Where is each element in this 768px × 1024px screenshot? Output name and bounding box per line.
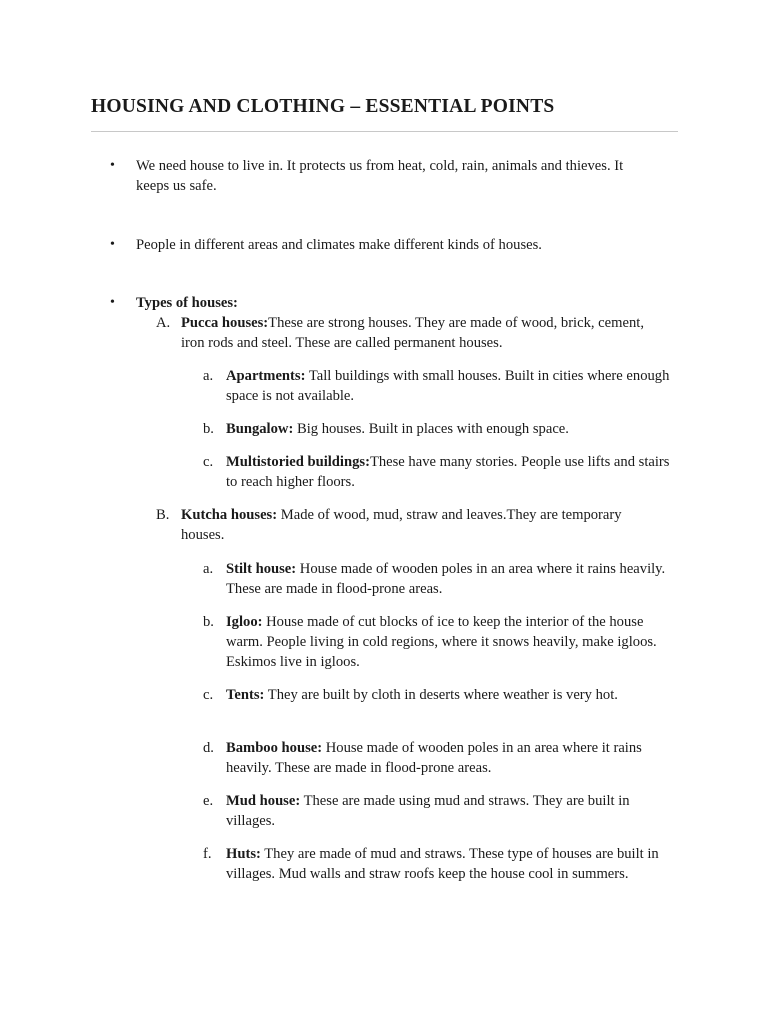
item-text [226, 559, 678, 599]
section-text [181, 505, 651, 545]
item-text [226, 685, 678, 705]
item-term: Mud house: [226, 793, 301, 809]
title-divider [91, 131, 678, 132]
bullet-dot: • [110, 158, 115, 173]
item-text [226, 452, 678, 492]
item-marker: e. [203, 793, 214, 809]
item-text [226, 791, 678, 831]
item-description: They are built by cloth in deserts where weather is very hot. [264, 687, 618, 703]
item-marker: b. [203, 614, 214, 630]
item-description: These are made using mud and straws. They are built in villages. [226, 793, 630, 829]
item-term: Bamboo house: [226, 740, 323, 756]
section-text [181, 313, 651, 353]
item-marker: c. [203, 687, 214, 703]
item-marker: a. [203, 368, 214, 384]
item-term: Tents: [226, 687, 265, 703]
section-marker: A. [156, 315, 171, 331]
item-marker: d. [203, 740, 214, 756]
item-description: Big houses. Built in places with enough space. [293, 421, 569, 437]
item-text [226, 419, 678, 439]
item-term: Stilt house: [226, 561, 297, 577]
item-description: House made of cut blocks of ice to keep the interior of the house warm. People living in cold regions, where it snows heavily, make igloos. Eskimos live in igloos. [226, 614, 657, 670]
item-text [226, 844, 678, 884]
item-marker: f. [203, 846, 212, 862]
item-description: House made of wooden poles in an area where it rains heavily. These are made in flood-prone areas. [226, 740, 642, 776]
item-description: House made of wooden poles in an area where it rains heavily. These are made in flood-prone areas. [226, 561, 666, 597]
item-marker: a. [203, 561, 214, 577]
item-term: Huts: [226, 846, 261, 862]
item-marker: c. [203, 454, 214, 470]
item-marker: b. [203, 421, 214, 437]
section-term: Pucca houses: [181, 315, 269, 331]
section-marker: B. [156, 507, 170, 523]
section-description: These are strong houses. They are made of wood, brick, cement, iron rods and steel. These are called permanent houses. [181, 315, 644, 351]
bullet-dot: • [110, 295, 115, 310]
item-text [226, 612, 678, 672]
item-term: Apartments: [226, 368, 306, 384]
item-description: These have many stories. People use lifts and stairs to reach higher floors. [226, 454, 670, 490]
item-text [226, 738, 678, 778]
bullet-text: People in different areas and climates make different kinds of houses. [136, 237, 542, 253]
bullet-text: We need house to live in. It protects us from heat, cold, rain, animals and thieves. It keeps us safe. [136, 158, 624, 194]
page-title: HOUSING AND CLOTHING – ESSENTIAL POINTS [91, 96, 555, 117]
bullet-dot: • [110, 237, 115, 252]
section-description: Made of wood, mud, straw and leaves.They are temporary houses. [181, 507, 622, 543]
bullet-heading: Types of houses: [136, 295, 238, 311]
item-text [226, 366, 678, 406]
item-term: Bungalow: [226, 421, 294, 437]
section-term: Kutcha houses: [181, 507, 278, 523]
item-term: Multistoried buildings: [226, 454, 370, 470]
item-description: They are made of mud and straws. These type of houses are built in villages. Mud walls and straw roofs keep the house cool in summers. [226, 846, 659, 882]
item-term: Igloo: [226, 614, 263, 630]
item-description: Tall buildings with small houses. Built in cities where enough space is not available. [226, 368, 670, 404]
